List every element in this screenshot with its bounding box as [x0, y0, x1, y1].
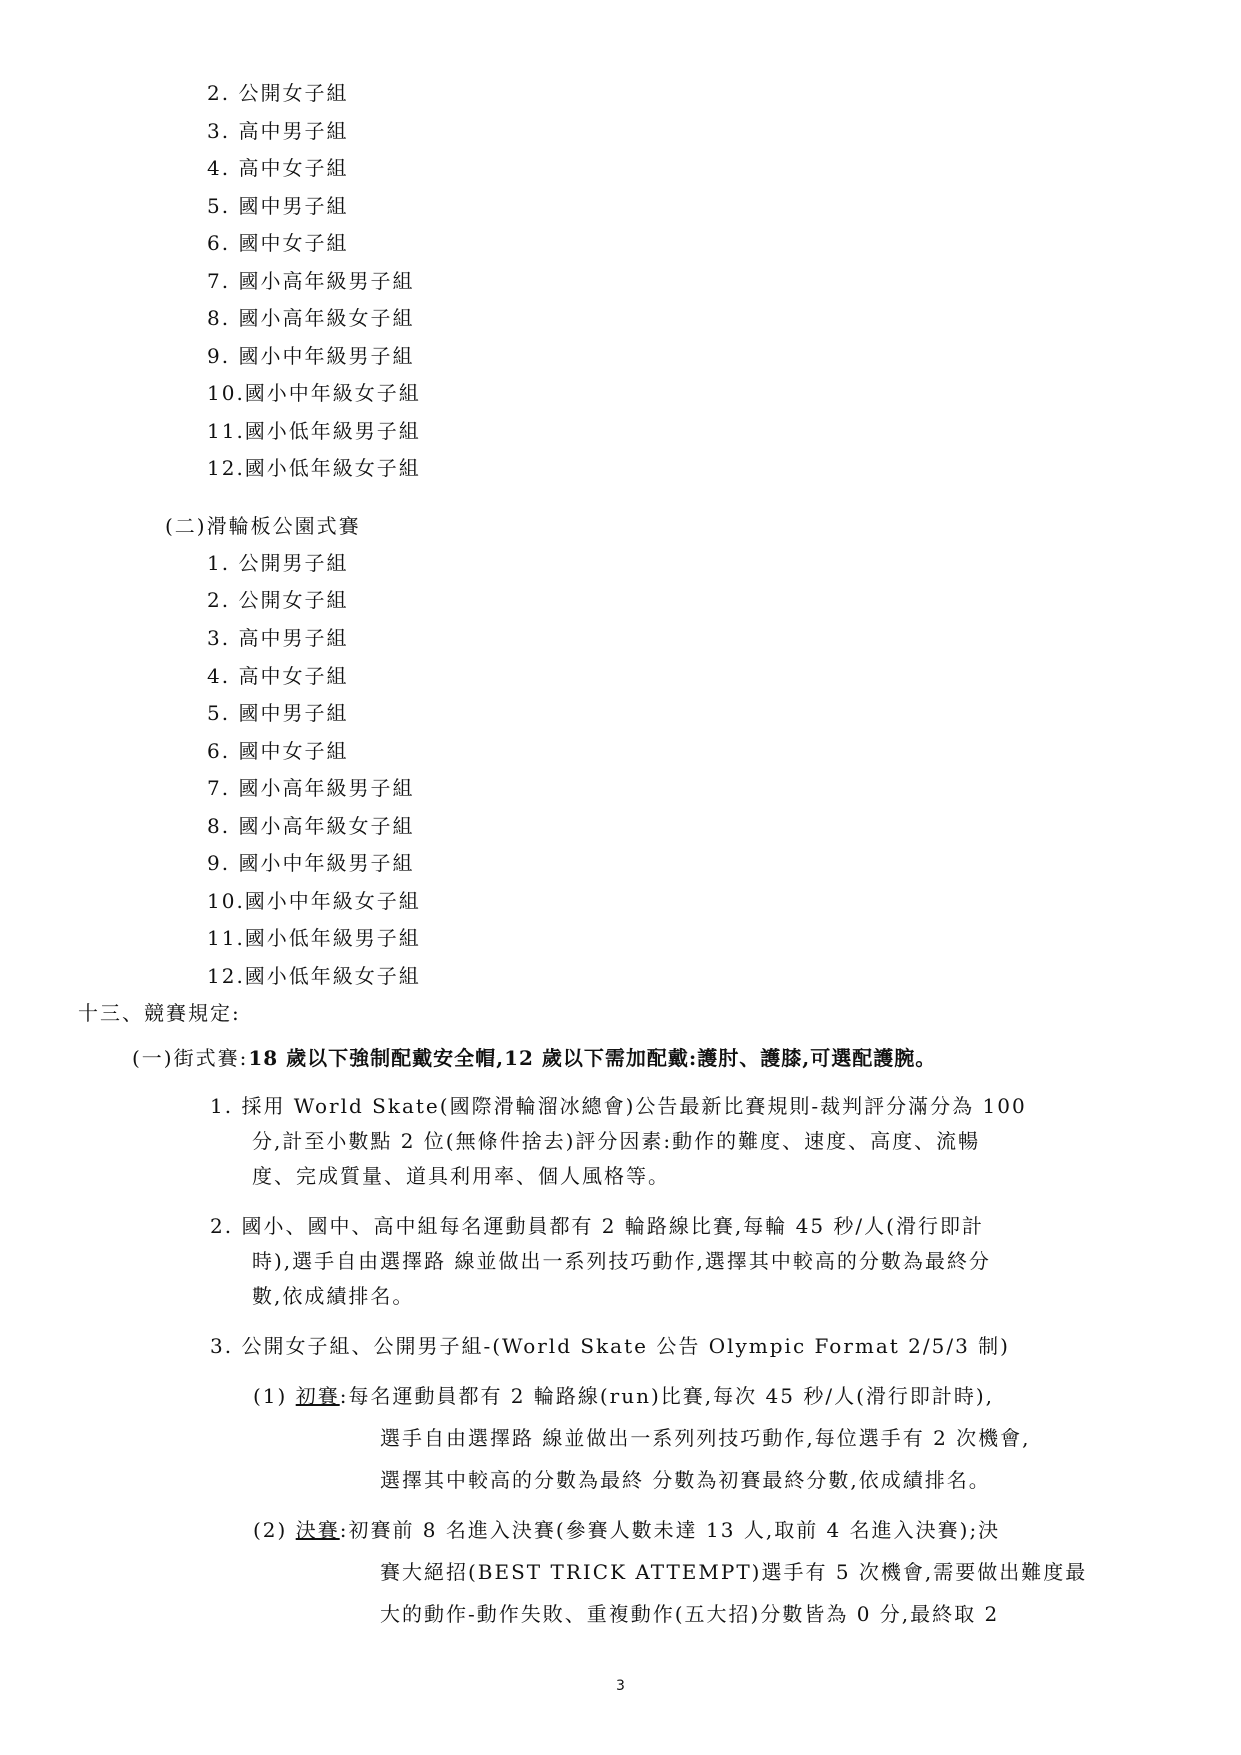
list-item: 11.國小低年級男子組	[207, 926, 421, 950]
section-heading: 十三、競賽規定:	[78, 1001, 241, 1025]
paragraph-line: 時),選手自由選擇路 線並做出一系列技巧動作,選擇其中較高的分數為最終分	[252, 1249, 991, 1273]
paragraph-line: 大的動作-動作失敗、重複動作(五大招)分數皆為 0 分,最終取 2	[380, 1602, 1000, 1626]
list-item: 12.國小低年級女子組	[207, 456, 421, 480]
sub-label: 初賽	[295, 1384, 340, 1408]
list-item: 8. 國小高年級女子組	[207, 814, 415, 838]
page-number: 3	[616, 1678, 625, 1694]
list-item: 10.國小中年級女子組	[207, 889, 421, 913]
sub-text: :初賽前 8 名進入決賽(參賽人數未達 13 人,取前 4 名進入決賽);決	[339, 1518, 1001, 1542]
list-item: 7. 國小高年級男子組	[207, 269, 415, 293]
list-item: 8. 國小高年級女子組	[207, 306, 415, 330]
list-item: 1. 公開男子組	[207, 551, 349, 575]
list-item: 9. 國小中年級男子組	[207, 344, 415, 368]
street-safety-text: 18 歲以下強制配戴安全帽,12 歲以下需加配戴:護肘、護膝,可選配護腕。	[248, 1046, 937, 1070]
sub-prefix: (1)	[253, 1384, 288, 1408]
street-rule-line	[132, 1045, 936, 1071]
street-prefix: (一)街式賽:	[132, 1046, 249, 1070]
paragraph-line: 選擇其中較高的分數為最終 分數為初賽最終分數,依成績排名。	[380, 1468, 991, 1492]
list-item: 6. 國中女子組	[207, 231, 349, 255]
sub-text: :每名運動員都有 2 輪路線(run)比賽,每次 45 秒/人(滑行即計時),	[339, 1384, 995, 1408]
list-item: 2. 公開女子組	[207, 81, 349, 105]
paragraph-line: 度、完成質量、道具利用率、個人風格等。	[252, 1164, 670, 1188]
paragraph-line: 賽大絕招(BEST TRICK ATTEMPT)選手有 5 次機會,需要做出難度最	[380, 1560, 1088, 1584]
list-item: 4. 高中女子組	[207, 664, 349, 688]
rule-3: 3. 公開女子組、公開男子組-(World Skate 公告 Olympic Format 2/5/3 制)	[210, 1334, 1010, 1358]
list-item: 7. 國小高年級男子組	[207, 776, 415, 800]
list-item: 2. 公開女子組	[207, 588, 349, 612]
list-item: 6. 國中女子組	[207, 739, 349, 763]
paragraph-line: 2. 國小、國中、高中組每名運動員都有 2 輪路線比賽,每輪 45 秒/人(滑行即計	[210, 1214, 984, 1238]
paragraph-line: 分,計至小數點 2 位(無條件捨去)評分因素:動作的難度、速度、高度、流暢	[252, 1129, 981, 1153]
list-item: 10.國小中年級女子組	[207, 381, 421, 405]
list-item: 3. 高中男子組	[207, 626, 349, 650]
sub-label: 決賽	[295, 1518, 340, 1542]
list-item: 5. 國中男子組	[207, 701, 349, 725]
paragraph-line	[253, 1517, 1000, 1543]
sub-prefix: (2)	[253, 1518, 288, 1542]
list-item: 4. 高中女子組	[207, 156, 349, 180]
paragraph-line: 數,依成績排名。	[252, 1284, 415, 1308]
list-item: 5. 國中男子組	[207, 194, 349, 218]
paragraph-line	[253, 1383, 994, 1409]
list-item: 12.國小低年級女子組	[207, 964, 421, 988]
paragraph-line: 1. 採用 World Skate(國際滑輪溜冰總會)公告最新比賽規則-裁判評分滿分為 100	[210, 1094, 1027, 1118]
list-item: 3. 高中男子組	[207, 119, 349, 143]
list-item: 11.國小低年級男子組	[207, 419, 421, 443]
list-item: 9. 國小中年級男子組	[207, 851, 415, 875]
section-title: (二)滑輪板公園式賽	[165, 514, 361, 538]
paragraph-line: 選手自由選擇路 線並做出一系列列技巧動作,每位選手有 2 次機會,	[380, 1426, 1031, 1450]
